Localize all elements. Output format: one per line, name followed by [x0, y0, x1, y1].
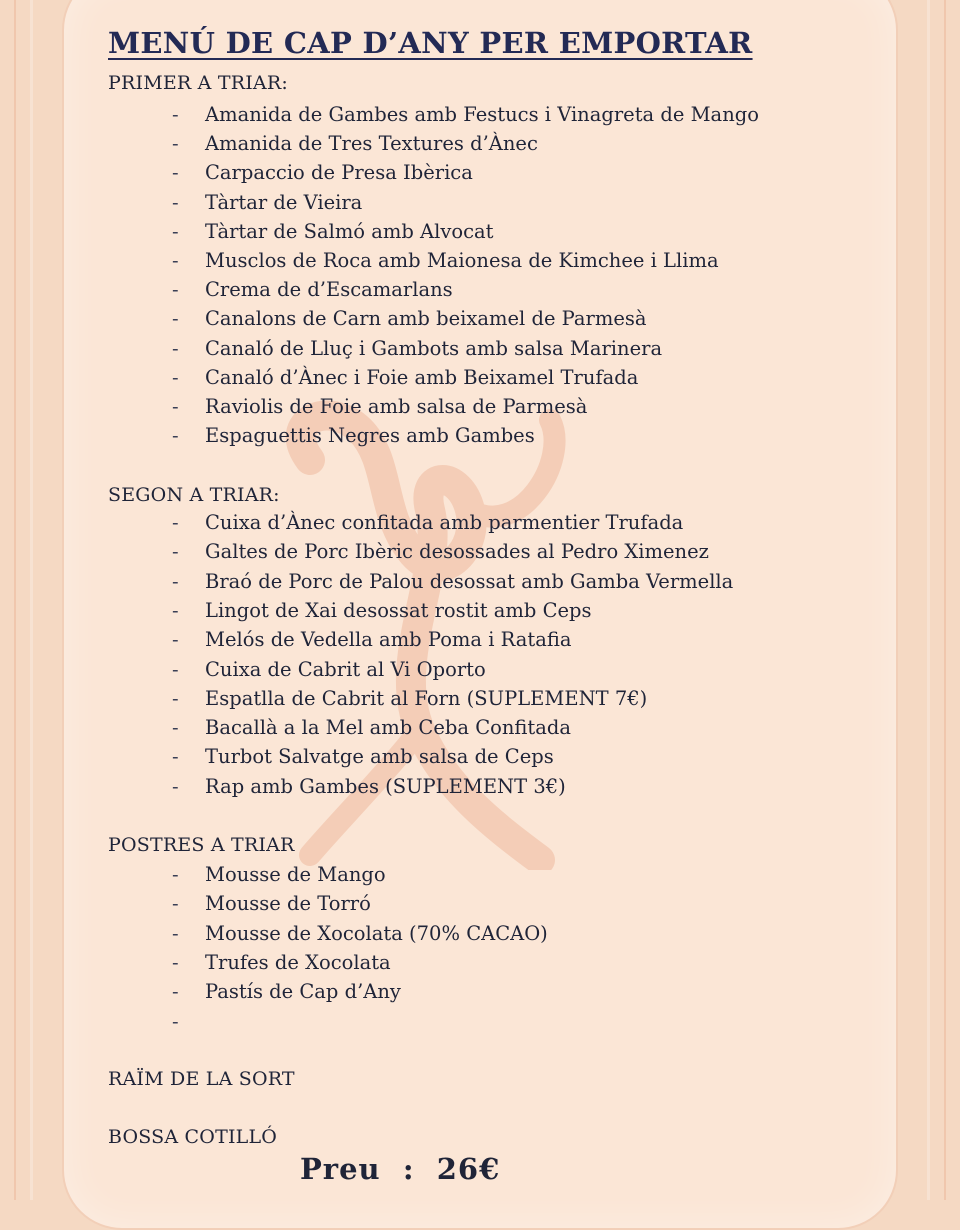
list-dash: -	[172, 219, 179, 243]
menu-item-label: Raviolis de Foie amb salsa de Parmesà	[205, 395, 588, 418]
menu-item-label: Trufes de Xocolata	[205, 950, 391, 974]
list-dash: -	[172, 950, 179, 974]
list-dash: -	[172, 980, 179, 1004]
list-dash: -	[172, 249, 179, 272]
list-dash: -	[172, 190, 179, 214]
menu-item-label: Crema de d’Escamarlans	[205, 278, 453, 302]
menu-item-label: Canaló de Lluç i Gambots amb salsa Marinera	[205, 336, 663, 360]
menu-item-label: Musclos de Roca amb Maionesa de Kimchee i Llima	[205, 249, 719, 272]
menu-item-label: Braó de Porc de Palou desossat amb Gamba Vermella	[205, 569, 734, 593]
section-heading-postres: POSTRES A TRIAR	[108, 834, 295, 856]
list-dash: -	[172, 1009, 179, 1033]
list-dash: -	[172, 395, 179, 418]
menu-item-label: Amanida de Tres Textures d’Ànec	[205, 132, 538, 156]
list-dash: -	[172, 892, 179, 916]
list-dash: -	[172, 511, 179, 534]
list-dash: -	[172, 161, 179, 185]
menu-item-label: Mousse de Xocolata (70% CACAO)	[205, 921, 548, 945]
menu-item-label: Canalons de Carn amb beixamel de Parmesà	[205, 307, 647, 331]
menu-item-label: Galtes de Porc Ibèric desossades al Pedro Ximenez	[205, 540, 709, 564]
menu-item-label: Mousse de Mango	[205, 863, 386, 886]
list-dash: -	[172, 540, 179, 564]
menu-title: MENÚ DE CAP D’ANY PER EMPORTAR	[108, 26, 753, 60]
price-label: Preu : 26€	[300, 1152, 501, 1186]
menu-item-label: Melós de Vedella amb Poma i Ratafia	[205, 628, 572, 652]
list-dash: -	[172, 921, 179, 945]
list-dash: -	[172, 569, 179, 593]
list-dash: -	[172, 716, 179, 740]
list-dash: -	[172, 863, 179, 886]
list-dash: -	[172, 365, 179, 389]
menu-item-label: Amanida de Gambes amb Festucs i Vinagreta de Mango	[205, 103, 759, 126]
menu-item-label: Carpaccio de Presa Ibèrica	[205, 161, 473, 185]
menu-item-label: Turbot Salvatge amb salsa de Ceps	[205, 745, 554, 769]
menu-item-label: Bacallà a la Mel amb Ceba Confitada	[205, 716, 571, 740]
list-dash: -	[172, 103, 179, 126]
menu-item-label: Pastís de Cap d’Any	[205, 980, 401, 1004]
list-dash: -	[172, 774, 179, 798]
list-dash: -	[172, 132, 179, 156]
menu-item-label: Cuixa de Cabrit al Vi Oporto	[205, 657, 486, 681]
section-heading-segon: SEGON A TRIAR:	[108, 484, 280, 506]
list-dash: -	[172, 424, 179, 448]
menu-item-label: Tàrtar de Vieira	[205, 190, 363, 214]
menu-item-label: Lingot de Xai desossat rostit amb Ceps	[205, 598, 592, 622]
list-dash: -	[172, 307, 179, 331]
list-dash: -	[172, 628, 179, 652]
menu-item-label: Espaguettis Negres amb Gambes	[205, 424, 535, 448]
list-dash: -	[172, 278, 179, 302]
extra-bossa: BOSSA COTILLÓ	[108, 1126, 278, 1148]
menu-item-label: Cuixa d’Ànec confitada amb parmentier Trufada	[205, 511, 684, 534]
menu-item-label: Tàrtar de Salmó amb Alvocat	[205, 219, 494, 243]
list-dash: -	[172, 336, 179, 360]
section-heading-primer: PRIMER A TRIAR:	[108, 72, 288, 94]
extra-raim: RAÏM DE LA SORT	[108, 1068, 295, 1090]
list-dash: -	[172, 745, 179, 769]
list-dash: -	[172, 657, 179, 681]
list-dash: -	[172, 598, 179, 622]
menu-item-label: Rap amb Gambes (SUPLEMENT 3€)	[205, 774, 566, 798]
menu-item-label: Canaló d’Ànec i Foie amb Beixamel Trufada	[205, 365, 639, 389]
menu-item-label: Espatlla de Cabrit al Forn (SUPLEMENT 7€)	[205, 686, 648, 710]
menu-item-label: Mousse de Torró	[205, 892, 371, 916]
list-dash: -	[172, 686, 179, 710]
